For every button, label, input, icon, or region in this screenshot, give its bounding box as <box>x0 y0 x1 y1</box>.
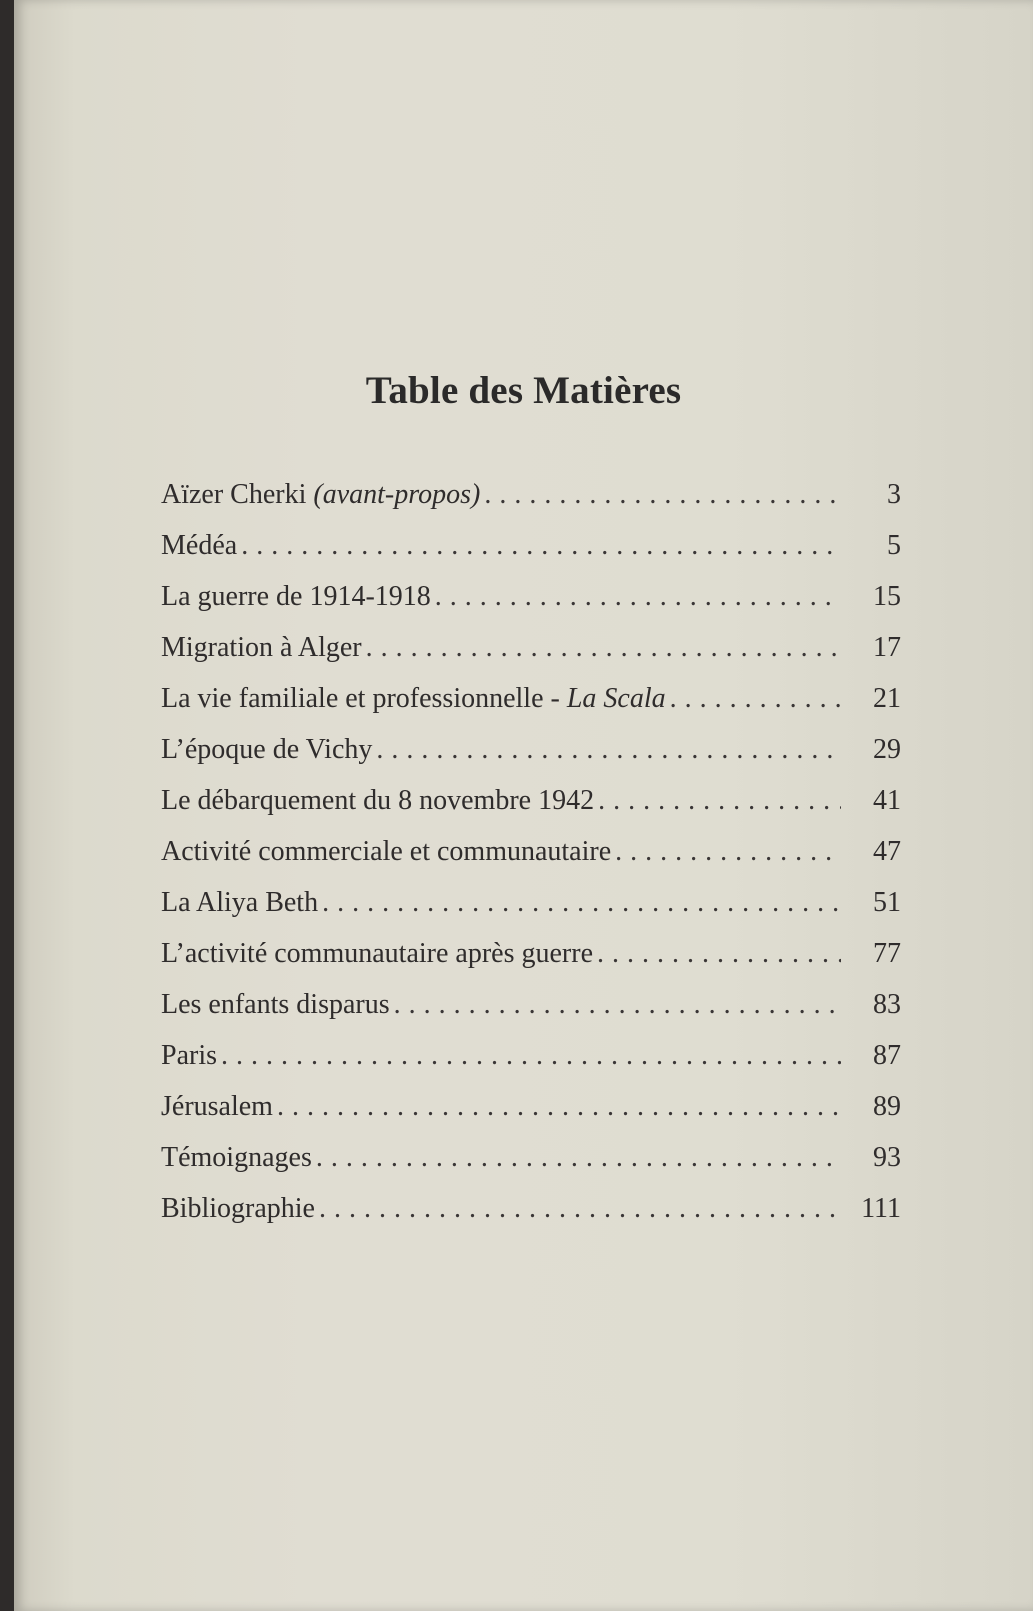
toc-entry-page: 77 <box>873 938 901 969</box>
toc-entry <box>161 1142 901 1193</box>
toc-entry <box>161 1091 901 1142</box>
toc-entry-title: Le débarquement du 8 novembre 1942 <box>161 785 595 816</box>
toc-entry-page: 3 <box>887 479 901 510</box>
toc-entry-page: 21 <box>873 683 901 714</box>
toc-entry <box>161 734 901 785</box>
toc-entry-title: Bibliographie <box>161 1193 315 1224</box>
toc-entry <box>161 989 901 1040</box>
dot-leader <box>376 734 841 766</box>
toc-entry-title: Aïzer Cherki (avant-propos) <box>161 479 481 510</box>
dot-leader <box>241 530 841 562</box>
table-of-contents <box>161 479 901 1244</box>
toc-entry-page: 93 <box>873 1142 901 1173</box>
dot-leader <box>221 1040 841 1072</box>
dot-leader <box>322 887 841 919</box>
toc-entry <box>161 530 901 581</box>
toc-entry-title: Paris <box>161 1040 217 1071</box>
dot-leader <box>366 632 841 664</box>
dot-leader <box>277 1091 841 1123</box>
toc-entry-title: Migration à Alger <box>161 632 362 663</box>
dot-leader <box>598 785 841 817</box>
toc-entry-title: Les enfants disparus <box>161 989 390 1020</box>
toc-entry-page: 29 <box>873 734 901 765</box>
toc-entry-title: Jérusalem <box>161 1091 273 1122</box>
toc-entry <box>161 581 901 632</box>
toc-entry <box>161 479 901 530</box>
toc-entry-page: 111 <box>861 1193 901 1224</box>
dot-leader <box>484 479 841 511</box>
toc-entry-page: 47 <box>873 836 901 867</box>
dot-leader <box>316 1142 841 1174</box>
dot-leader <box>597 938 841 970</box>
toc-entry-title: La guerre de 1914-1918 <box>161 581 431 612</box>
toc-entry-page: 87 <box>873 1040 901 1071</box>
toc-entry-title: Témoignages <box>161 1142 312 1173</box>
toc-entry-page: 51 <box>873 887 901 918</box>
dot-leader <box>319 1193 841 1225</box>
toc-entry <box>161 887 901 938</box>
page-title: Table des Matières <box>365 369 682 412</box>
toc-entry-title: L’époque de Vichy <box>161 734 373 765</box>
toc-entry-page: 15 <box>873 581 901 612</box>
toc-entry <box>161 785 901 836</box>
toc-entry-page: 17 <box>873 632 901 663</box>
toc-entry-title: Activité commerciale et communautaire <box>161 836 612 867</box>
dot-leader <box>394 989 841 1021</box>
toc-entry-page: 89 <box>873 1091 901 1122</box>
toc-entry <box>161 1193 901 1244</box>
toc-entry-title: L’activité communautaire après guerre <box>161 938 593 969</box>
toc-entry-page: 5 <box>887 530 901 561</box>
dot-leader <box>670 683 841 715</box>
book-page <box>14 0 1033 1611</box>
toc-entry-title: Médéa <box>161 530 238 561</box>
toc-entry <box>161 1040 901 1091</box>
toc-entry <box>161 683 901 734</box>
dot-leader <box>615 836 841 868</box>
toc-entry <box>161 938 901 989</box>
dot-leader <box>435 581 841 613</box>
toc-entry-page: 41 <box>873 785 901 816</box>
toc-entry <box>161 632 901 683</box>
toc-entry-page: 83 <box>873 989 901 1020</box>
toc-entry <box>161 836 901 887</box>
toc-entry-title: La vie familiale et professionnelle - La Scala <box>161 683 666 714</box>
toc-entry-title: La Aliya Beth <box>161 887 319 918</box>
